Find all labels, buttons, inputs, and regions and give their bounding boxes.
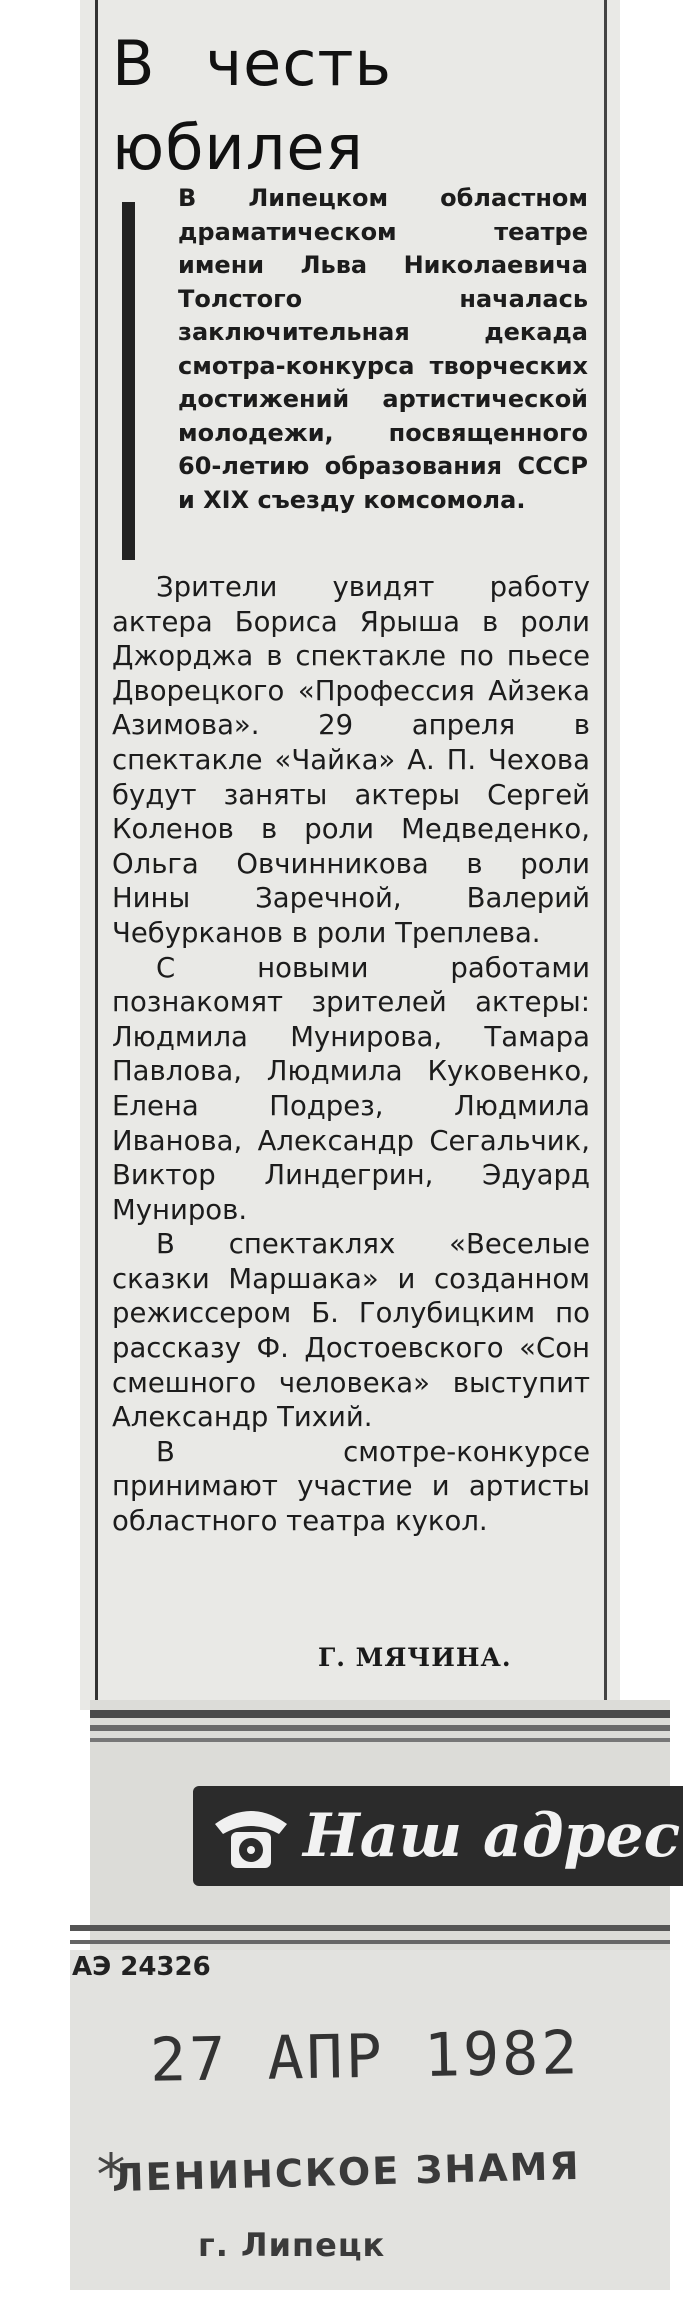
- article-paragraph-1: Зрители увидят работу актера Бориса Ярыша в роли Джорджа в спектакле по пьесе Дворецкого «Профессия Айзека Азимова». 29 апреля в спектакле «Чайка» А. П. Чехова будут заняты актеры Сергей Коленов в роли Медведенко, Ольга Овчинникова в роли Нины Заречной, Валерий Чебурканов в роли Треплева.: [112, 571, 590, 949]
- divider-rule: [70, 1925, 670, 1931]
- column-rule-right: [604, 0, 607, 1700]
- divider-rule: [70, 1940, 670, 1944]
- telephone-icon: [205, 1794, 297, 1878]
- headline-line-2: юбилея: [112, 111, 364, 184]
- lead-accent-bar: [122, 202, 135, 560]
- stamp-date: 27 АПР 1982: [149, 2018, 581, 2096]
- article-lead: В Липецком областном драматическом театре имени Льва Николаевича Толстого началась заключительная декада смотра-конкурса творческих достижений артистической молодежи, посвященного 60-летию образования СССР и XIX съезду комсомола.: [178, 184, 588, 514]
- article-paragraph-4: В смотре-конкурсе принимают участие и артисты областного театра кукол.: [112, 1435, 590, 1538]
- archive-code: АЭ 24326: [72, 1952, 211, 1982]
- article-body: [112, 570, 590, 1539]
- article-paragraph-3: В спектаклях «Веселые сказки Маршака» и созданном режиссером Б. Голубицким по рассказу Ф. Достоевского «Сон смешного человека» выступит Александр Тихий.: [112, 1228, 590, 1434]
- rubric-banner: [193, 1786, 683, 1886]
- column-rule-left: [95, 0, 98, 1700]
- stamp-city: г. Липецк: [198, 2226, 386, 2264]
- divider-rule: [90, 1738, 670, 1742]
- rubric-title: Наш адрес: [303, 1801, 681, 1871]
- article-author: Г. МЯЧИНА.: [318, 1643, 512, 1672]
- article-headline: [112, 22, 592, 190]
- headline-word-1: В: [112, 27, 156, 100]
- headline-word-2: честь: [205, 27, 393, 100]
- stamp-newspaper-name: ЛЕНИНСКОЕ ЗНАМЯ: [111, 2143, 582, 2201]
- article-paragraph-2: С новыми работами познакомят зрителей актеры: Людмила Мунирова, Тамара Павлова, Людмила Куковенко, Елена Подрез, Людмила Иванова, Александр Сегальчик, Виктор Линдегрин, Эдуард Муниров.: [112, 951, 590, 1226]
- divider-rule: [90, 1710, 670, 1718]
- divider-rule: [90, 1725, 670, 1731]
